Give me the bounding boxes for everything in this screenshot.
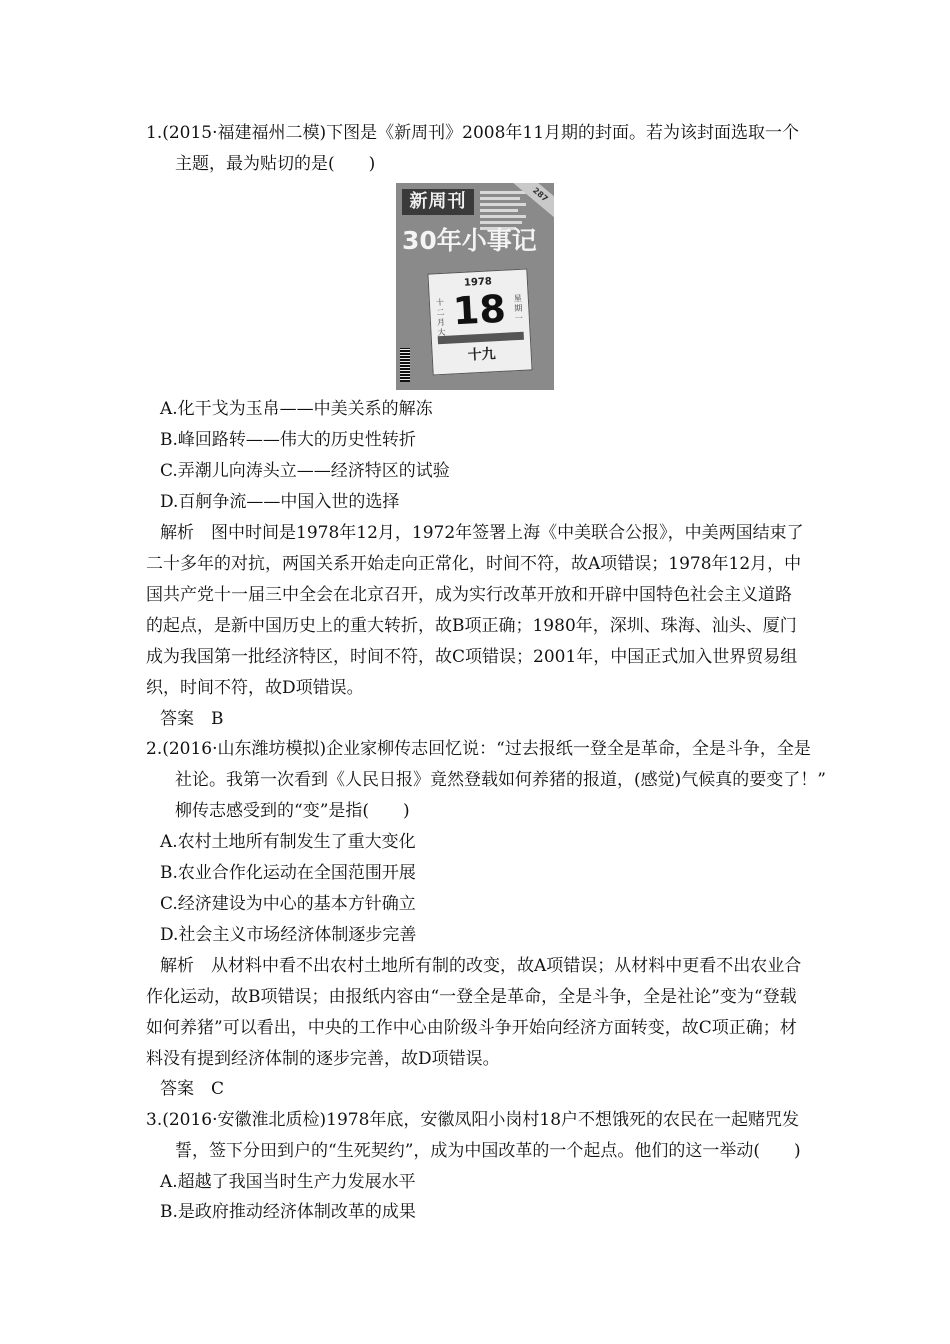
q1-option-d: D.百舸争流——中国入世的选择	[160, 492, 400, 512]
magazine-cover-image	[396, 183, 554, 390]
q2-analysis-line-1: 解析 从材料中看不出农村土地所有制的改变，故A项错误；从材料中更看不出农业合	[160, 956, 802, 976]
cover-masthead: 新周刊	[402, 189, 474, 215]
q1-stem-line-1: 1.(2015·福建福州二模)下图是《新周刊》2008年11月期的封面。若为该封面选取一个	[146, 123, 800, 143]
cover-headline: 30年小事记	[402, 226, 537, 255]
q2-analysis-line-3: 如何养猪”可以看出，中央的工作中心由阶级斗争开始向经济方面转变，故C项正确；材	[146, 1018, 797, 1038]
calendar-lunar-day: 十九	[467, 346, 497, 364]
cover-calendar-page	[427, 268, 532, 375]
cover-barcode	[400, 348, 410, 382]
q2-answer: 答案 C	[160, 1079, 225, 1099]
q2-option-a: A.农村土地所有制发生了重大变化	[160, 832, 416, 852]
calendar-day: 18	[451, 286, 507, 334]
q2-analysis-line-2: 作化运动，故B项错误；由报纸内容由“一登全是革命，全是斗争，全是社论”变为“登载	[146, 987, 797, 1007]
cover-issue-ribbon: 287	[512, 183, 554, 220]
calendar-weekday: 星期一	[513, 293, 524, 324]
q1-analysis-line-3: 国共产党十一届三中全会在北京召开，成为实行改革开放和开辟中国特色社会主义道路	[146, 585, 792, 605]
q2-stem-line-2: 社论。我第一次看到《人民日报》竟然登载如何养猪的报道，(感觉)气候真的要变了！”	[175, 770, 826, 790]
q1-analysis-line-1: 解析 图中时间是1978年12月，1972年签署上海《中美联合公报》，中美两国结束了	[160, 523, 804, 543]
q3-option-a: A.超越了我国当时生产力发展水平	[160, 1172, 416, 1192]
q3-stem-line-2: 誓，签下分田到户的“生死契约”，成为中国改革的一个起点。他们的这一举动( )	[175, 1141, 801, 1161]
calendar-year: 1978	[463, 276, 493, 289]
q1-option-a: A.化干戈为玉帛——中美关系的解冻	[160, 399, 433, 419]
q1-analysis-line-2: 二十多年的对抗，两国关系开始走向正常化，时间不符，故A项错误；1978年12月，中	[146, 554, 802, 574]
q2-option-b: B.农业合作化运动在全国范围开展	[160, 863, 416, 883]
q3-option-b: B.是政府推动经济体制改革的成果	[160, 1202, 416, 1222]
q1-stem-line-2: 主题，最为贴切的是( )	[175, 154, 376, 174]
q2-analysis-line-4: 料没有提到经济体制的逐步完善，故D项错误。	[146, 1049, 500, 1069]
q1-option-b: B.峰回路转——伟大的历史性转折	[160, 430, 416, 450]
q2-stem-line-1: 2.(2016·山东潍坊模拟)企业家柳传志回忆说：“过去报纸一登全是革命，全是斗争，全是	[146, 739, 811, 759]
q2-stem-line-3: 柳传志感受到的“变”是指( )	[175, 801, 410, 821]
q1-option-c: C.弄潮儿向涛头立——经济特区的试验	[160, 461, 450, 481]
q2-option-c: C.经济建设为中心的基本方针确立	[160, 894, 416, 914]
q3-stem-line-1: 3.(2016·安徽淮北质检)1978年底，安徽凤阳小岗村18户不想饿死的农民在一起赌咒发	[146, 1110, 800, 1130]
calendar-month: 十二月大	[435, 297, 446, 338]
q1-analysis-line-6: 织，时间不符，故D项错误。	[146, 678, 364, 698]
q1-answer: 答案 B	[160, 709, 224, 729]
q1-analysis-line-5: 成为我国第一批经济特区，时间不符，故C项错误；2001年，中国正式加入世界贸易组	[146, 647, 798, 667]
q2-option-d: D.社会主义市场经济体制逐步完善	[160, 925, 417, 945]
q1-analysis-line-4: 的起点，是新中国历史上的重大转折，故B项正确；1980年，深圳、珠海、汕头、厦门	[146, 616, 797, 636]
